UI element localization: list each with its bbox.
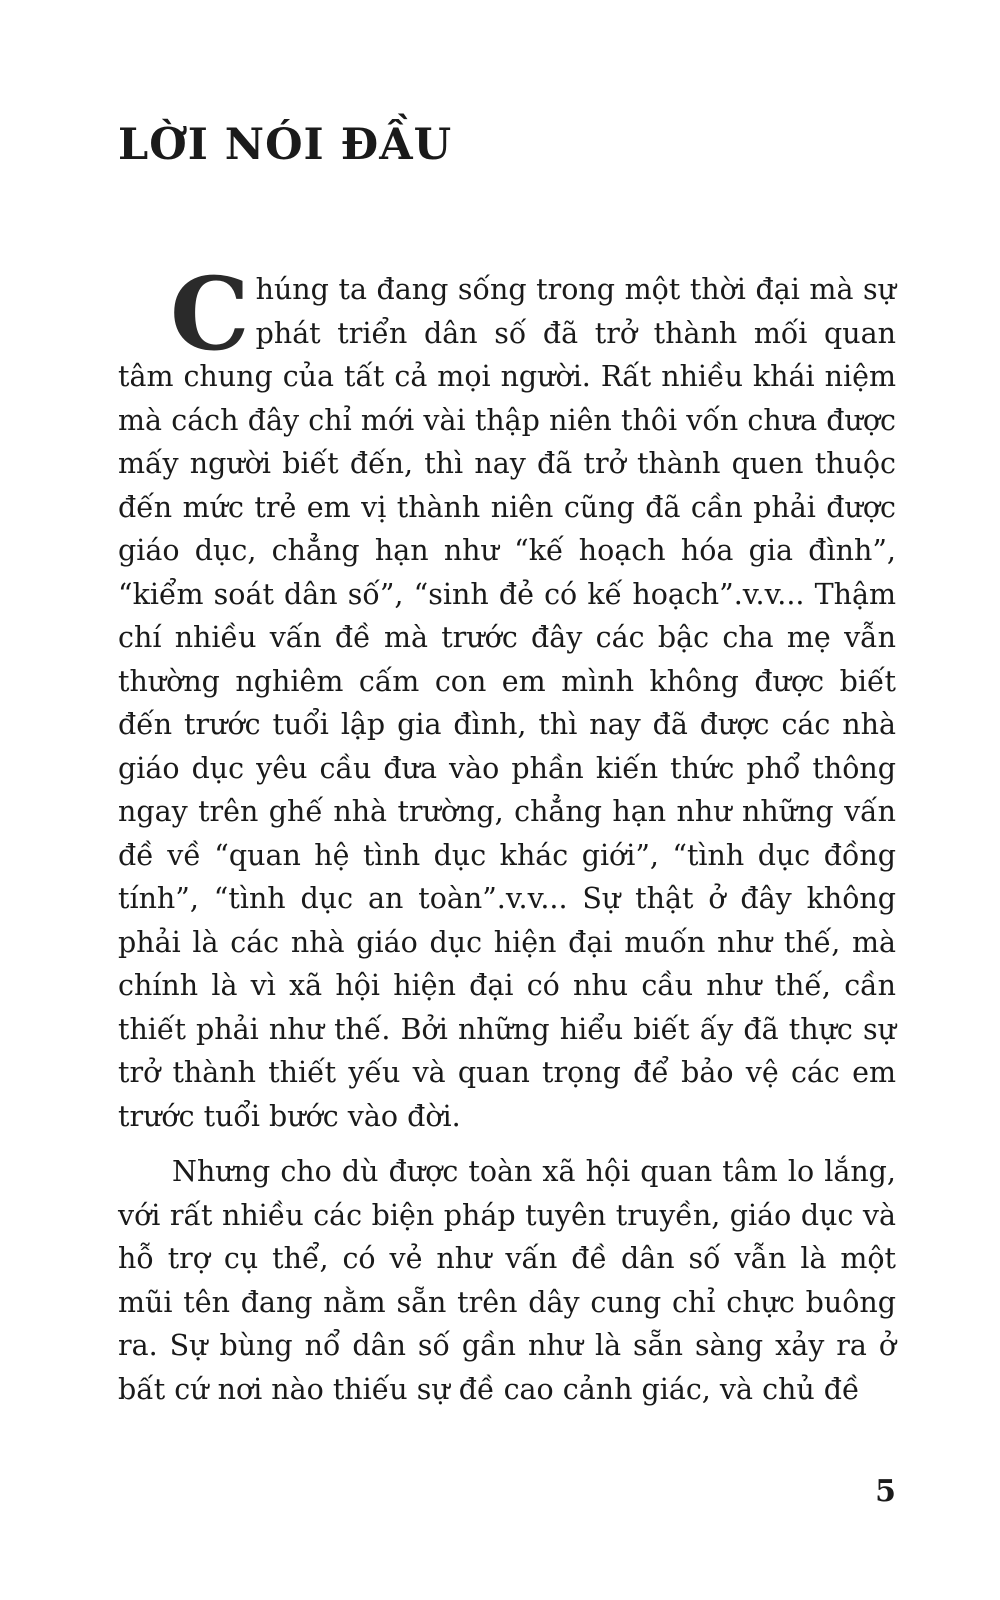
- drop-cap-letter: C: [170, 255, 250, 373]
- page-number: 5: [875, 1474, 896, 1509]
- chapter-heading: LỜI NÓI ĐẦU: [118, 120, 453, 170]
- paragraph-1: [118, 255, 896, 1138]
- paragraph-2: Nhưng cho dù được toàn xã hội quan tâm lo lắng, với rất nhiều các biện pháp tuyên truyền, giáo dục và hỗ trợ cụ thể, có vẻ như vấn đề dân số vẫn là một mũi tên đang nằm sẵn trên dây cung chỉ chực buông ra. Sự bùng nổ dân số gần như là sẵn sàng xảy ra ở bất cứ nơi nào thiếu sự đề cao cảnh giác, và chủ đề: [118, 1155, 896, 1406]
- body-text: [118, 255, 896, 1411]
- paragraph-1-text: húng ta đang sống trong một thời đại mà sự phát triển dân số đã trở thành mối quan tâm chung của tất cả mọi người. Rất nhiều khái niệm mà cách đây chỉ mới vài thập niên thôi vốn chưa được mấy người biết đến, thì nay đã trở thành quen thuộc đến mức trẻ em vị thành niên cũng đã cần phải được giáo dục, chẳng hạn như “kế hoạch hóa gia đình”, “kiểm soát dân số”, “sinh đẻ có kế hoạch”.v.v... Thậm chí nhiều vấn đề mà trước đây các bậc cha mẹ vẫn thường nghiêm cấm con em mình không được biết đến trước tuổi lập gia đình, thì nay đã được các nhà giáo dục yêu cầu đưa vào phần kiến thức phổ thông ngay trên ghế nhà trường, chẳng hạn như những vấn đề về “quan hệ tình dục khác giới”, “tình dục đồng tính”, “tình dục an toàn”.v.v... Sự thật ở đây không phải là các nhà giáo dục hiện đại muốn như thế, mà chính là vì xã hội hiện đại có nhu cầu như thế, cần thiết phải như thế. Bởi những hiểu biết ấy đã thực sự trở thành thiết yếu và quan trọng để bảo vệ các em trước tuổi bước vào đời.: [118, 273, 896, 1133]
